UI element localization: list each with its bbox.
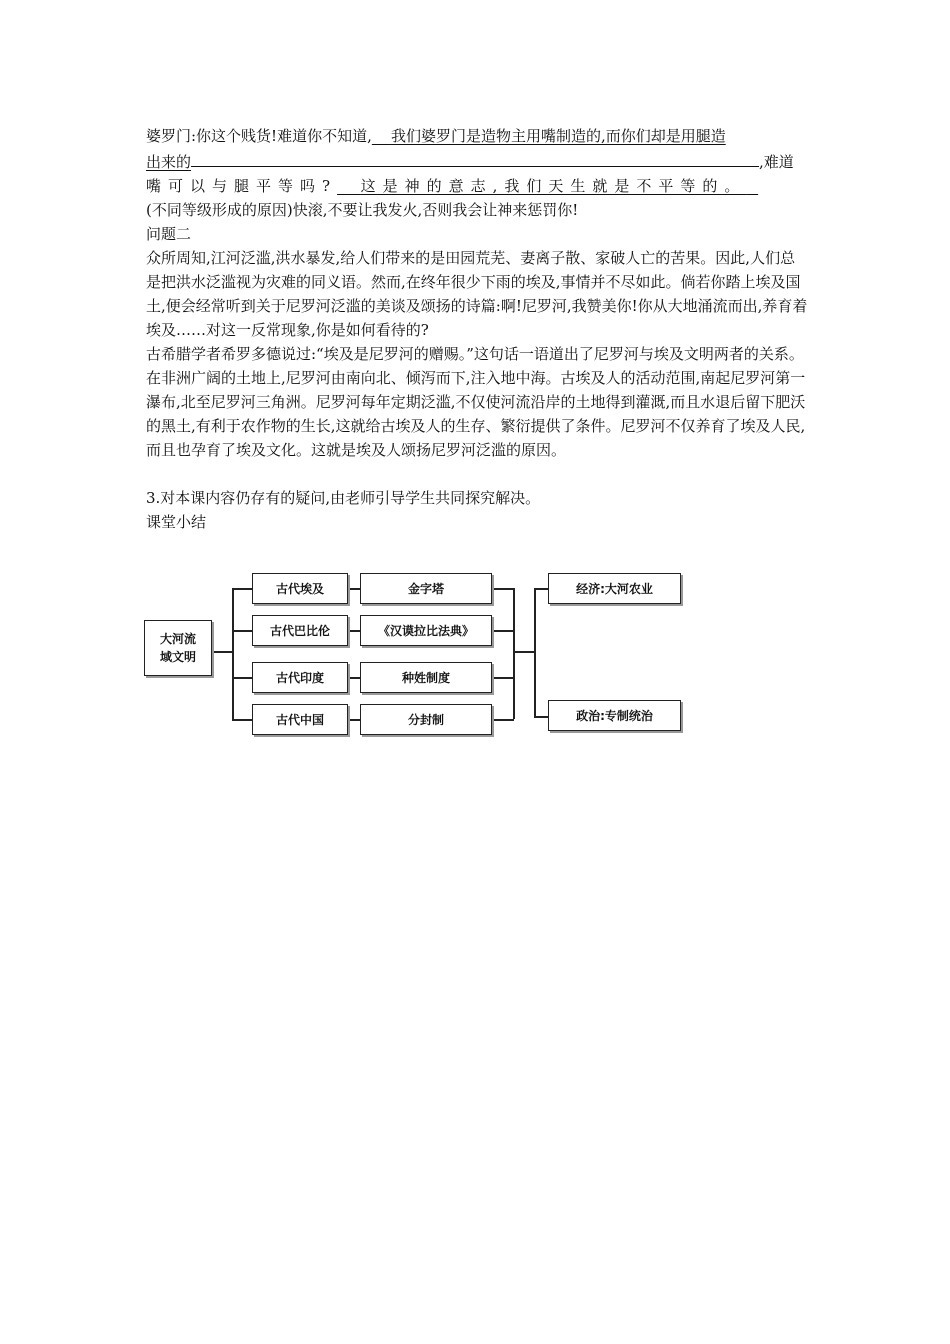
- achievement-node-code: 《汉谟拉比法典》: [360, 615, 492, 646]
- connector: [232, 588, 252, 590]
- connector: [232, 630, 252, 632]
- connector: [513, 651, 535, 653]
- question-2-heading: 问题二: [146, 225, 192, 243]
- question-2-answer: 古希腊学者希罗多德说过:“埃及是尼罗河的赠赐。”这句话一语道出了尼罗河与埃及文明两者的关系。在非洲广阔的土地上,尼罗河由南向北、倾泻而下,注入地中海。古埃及人的活动范围,南起尼罗河第一瀑布,北至尼罗河三角洲。尼罗河每年定期泛滥,不仅使河流沿岸的土地得到灌溉,而且水退后留下肥沃的黑土,有利于农作物的生长,这就给古埃及人的生存、繁衍提供了条件。尼罗河不仅养育了埃及人民,而且也孕育了埃及文化。这就是埃及人颂扬尼罗河泛滥的原因。: [146, 345, 806, 459]
- connector: [492, 677, 514, 679]
- connector: [212, 651, 233, 653]
- connector: [513, 588, 515, 719]
- civilization-node-india: 古代印度: [252, 662, 348, 693]
- connector: [348, 719, 360, 721]
- connector: [348, 677, 360, 679]
- document-body: [146, 124, 808, 534]
- feature-node-politics: 政治:专制统治: [548, 700, 681, 731]
- connector: [232, 588, 234, 719]
- answer-blank-1-cont: 出来的: [146, 153, 192, 171]
- dialogue-text: 婆罗门:你这个贱货!难道你不知道,: [146, 127, 372, 145]
- summary-heading: 课堂小结: [146, 513, 207, 531]
- answer-text: 这是神的意志,我们天生就是不平等的。: [360, 177, 747, 195]
- achievement-node-caste: 种姓制度: [360, 662, 492, 693]
- dialogue-line-4: (不同等级形成的原因)快滚,不要让我发火,否则我会让神来惩罚你!: [146, 201, 579, 219]
- feature-node-economy: 经济:大河农业: [548, 573, 681, 604]
- underline-fill: [191, 148, 759, 167]
- answer-blank-2: [337, 177, 758, 195]
- dialogue-line-2: [146, 148, 808, 174]
- answer-text: 我们婆罗门是造物主用嘴制造的,而你们却是用腿造: [390, 127, 726, 145]
- achievement-node-feudal: 分封制: [360, 704, 492, 735]
- point-3: 3.对本课内容仍存有的疑问,由老师引导学生共同探究解决。: [146, 489, 541, 507]
- connector: [534, 716, 548, 718]
- answer-blank-1: [372, 127, 726, 145]
- question-2-prompt: 众所周知,江河泛滥,洪水暴发,给人们带来的是田园荒芜、妻离子散、家破人亡的苦果。因此,人们总是把洪水泛滥视为灾难的同义语。然而,在终年很少下雨的埃及,事情并不尽如此。倘若你踏上埃及国土,便会经常听到关于尼罗河泛滥的美谈及颂扬的诗篇:啊!尼罗河,我赞美你!你从大地涌流而出,养育着埃及……对这一反常现象,你是如何看待的?: [146, 249, 808, 339]
- dialogue-line-1: [146, 124, 808, 148]
- dialogue-line-3: [146, 174, 808, 198]
- connector: [232, 719, 252, 721]
- connector: [348, 630, 360, 632]
- connector: [492, 719, 514, 721]
- root-label: 大河流: [159, 632, 196, 646]
- spacer: [146, 462, 808, 486]
- civilization-node-china: 古代中国: [252, 704, 348, 735]
- civilization-node-egypt: 古代埃及: [252, 573, 348, 604]
- connector: [534, 588, 548, 590]
- achievement-node-pyramid: 金字塔: [360, 573, 492, 604]
- connector: [534, 588, 536, 717]
- root-node: [144, 620, 212, 676]
- connector: [492, 588, 514, 590]
- dialogue-text: 嘴可以与腿平等吗?: [146, 177, 338, 195]
- dialogue-text: ,难道: [759, 153, 794, 171]
- root-label: 域文明: [159, 650, 196, 664]
- connector: [492, 630, 514, 632]
- connector: [348, 588, 360, 590]
- connector: [232, 677, 252, 679]
- civilization-node-babylon: 古代巴比伦: [252, 615, 348, 646]
